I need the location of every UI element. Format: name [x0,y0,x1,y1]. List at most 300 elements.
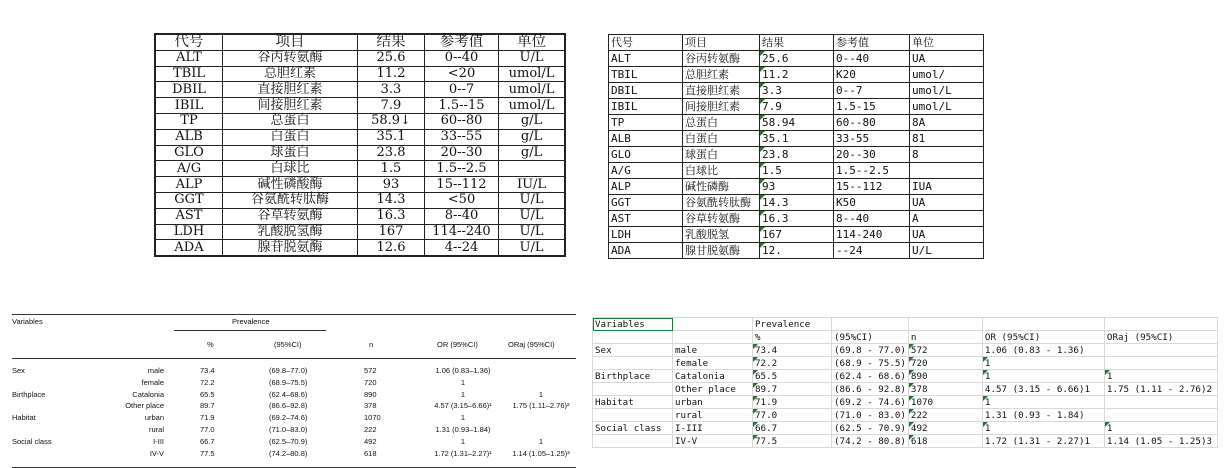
lab-table-ocr [608,34,984,259]
table-cell: Catalonia [132,389,164,399]
table-cell: Habitat [593,396,673,409]
table-cell: ALB [609,131,683,147]
table-row [593,331,1218,344]
table-cell: ORaj (95%CI) [1104,331,1217,344]
table-cell: female [673,357,753,370]
table-cell: IUA [910,179,984,195]
table-cell: ADA [609,243,683,259]
header-rule [12,358,576,359]
table-row [593,357,1218,370]
table-cell: 腺甘脱氨酶 [683,243,760,259]
table-cell: 35.1 [760,131,834,147]
table-cell: Habitat [12,413,36,423]
prevalence-rule [174,330,326,331]
table-cell: 12. [760,243,834,259]
table-cell: rural [148,425,164,434]
table-cell: K20 [834,67,910,83]
table-cell: 1.5-15 [834,99,910,115]
table-cell: 总胆红素 [223,66,358,82]
table-cell: 1 [1104,370,1217,383]
header-cell: 项目 [223,35,358,51]
table-cell: 114-240 [834,227,910,243]
table-cell: 14.3 [760,195,834,211]
table-cell: 球蛋白 [223,145,358,161]
table-row [609,195,984,211]
table-cell: ALP [609,179,683,195]
table-cell: 0--40 [425,50,499,66]
table-cell: AST [156,208,223,224]
table-cell: 77.5 [200,448,215,458]
table-row [593,409,1218,422]
table-cell: K50 [834,195,910,211]
table-cell: (71.0–83.0) [269,425,308,434]
table-cell: 12.6 [358,240,425,256]
table-cell: 71.9 [753,396,832,409]
table-cell: OR (95%CI) [982,331,1104,344]
table-row [609,211,984,227]
table-cell: g/L [499,113,565,129]
table-cell: 1.14 (1.05–1.25)³ [512,448,570,458]
prevalence-header: Prevalence [232,317,270,326]
table-cell: Social class [593,422,673,435]
table-cell [593,435,673,448]
table-cell [832,318,909,331]
table-cell: 1.31 (0.93 - 1.84) [982,409,1104,422]
table-cell [908,318,982,331]
table-cell: Catalonia [673,370,753,383]
table-row [156,224,565,240]
table-cell: (74.2–80.8) [269,448,308,458]
table-cell: TP [609,115,683,131]
table-cell: 73.4 [753,344,832,357]
table-cell: A [910,211,984,227]
table-cell: 总蛋白 [223,113,358,129]
table-cell: (86.6 - 92.8) [832,383,909,396]
table-cell: U/L [910,243,984,259]
table-row [609,115,984,131]
table-cell: 114--240 [425,224,499,240]
table-cell: 1.72 (1.31 - 2.27)1 [982,435,1104,448]
table-cell: --24 [834,243,910,259]
table-cell: 77.5 [753,435,832,448]
table-cell: UA [910,227,984,243]
table-row [593,370,1218,383]
table-cell [499,161,565,177]
table-cell [593,383,673,396]
header-cell: 单位 [910,35,984,51]
lab-table-original [155,34,565,256]
col-oraj-header: ORaj (95%CI) [508,340,555,349]
table-cell: 77.0 [753,409,832,422]
table-cell: 618 [908,435,982,448]
table-cell: female [141,377,164,387]
table-cell: 1 [538,389,544,399]
table-cell: U/L [499,50,565,66]
table-cell: (86.6–92.8) [269,401,308,411]
table-cell: 8A [910,115,984,131]
header-cell: 项目 [683,35,760,51]
table-row [593,422,1218,435]
table-cell: 白球比 [223,161,358,177]
table-cell [910,163,984,179]
table-cell: Prevalence [753,318,832,331]
table-cell: I-III [153,436,164,446]
prevalence-table-ocr [592,317,1218,448]
table-cell: 直接胆红素 [683,83,760,99]
table-cell: LDH [609,227,683,243]
table-cell: 93 [760,179,834,195]
table-row [593,396,1218,409]
table-row [609,83,984,99]
table-cell: urban [144,413,164,423]
table-cell: U/L [499,192,565,208]
table-cell: 谷草转氨酶 [223,208,358,224]
table-cell: Sex [12,366,25,375]
table-cell: 20--30 [425,145,499,161]
table-cell: GLO [156,145,223,161]
table-cell: 1.72 (1.31–2.27)¹ [434,448,492,458]
table-cell: 66.7 [200,436,215,446]
table-cell: DBIL [609,83,683,99]
variables-header: Variables [12,317,43,326]
table-cell: Sex [593,344,673,357]
table-cell: 77.0 [200,425,215,434]
table-cell: umol/L [499,98,565,114]
lab-table-original-panel [155,34,565,256]
table-cell: 11.2 [760,67,834,83]
table-cell: 72.2 [200,377,215,387]
table-cell: 碱性磷酶 [683,179,760,195]
header-cell: 代号 [609,35,683,51]
table-row [156,192,565,208]
table-row [156,129,565,145]
table-cell: 16.3 [760,211,834,227]
table-cell: AST [609,211,683,227]
table-cell: 0--40 [834,51,910,67]
table-cell: 890 [364,389,377,399]
table-cell: 白球比 [683,163,760,179]
table-cell: (62.4–68.6) [269,389,308,399]
table-cell: 1 [538,436,544,446]
lab-table-ocr-panel [608,34,984,259]
table-cell: ALB [156,129,223,145]
table-cell: male [673,344,753,357]
header-cell: 代号 [156,35,223,51]
table-cell: 谷氨酰转肽酶 [683,195,760,211]
col-ci-header: (95%CI) [274,340,302,349]
table-cell: 14.3 [358,192,425,208]
table-cell: 腺苷脱氨酶 [223,240,358,256]
table-cell: TBIL [156,66,223,82]
table-cell: 1.5 [760,163,834,179]
table-cell: 1070 [908,396,982,409]
table-cell: 11.2 [358,66,425,82]
table-cell: 33--55 [425,129,499,145]
table-cell: UA [910,51,984,67]
table-cell: 3.3 [358,82,425,98]
table-cell: IBIL [609,99,683,115]
table-cell: 1.5--2.5 [834,163,910,179]
table-cell [1104,409,1217,422]
table-cell: 乳酸脱氢酶 [223,224,358,240]
table-cell: (62.4 - 68.6) [832,370,909,383]
table-cell: 7.9 [760,99,834,115]
table-cell: 378 [364,401,377,411]
table-cell: 20--30 [834,147,910,163]
table-cell: 572 [908,344,982,357]
table-row [609,243,984,259]
table-cell: 60--80 [425,113,499,129]
table-cell: <50 [425,192,499,208]
table-row [609,131,984,147]
table-cell: 71.9 [200,413,215,423]
table-cell: 白蛋白 [223,129,358,145]
table-row [609,163,984,179]
table-cell: 93 [358,177,425,193]
table-cell: 1.75 (1.11 - 2.76)2 [1104,383,1217,396]
table-cell: 谷氨酰转肽酶 [223,192,358,208]
table-cell: (69.2 - 74.6) [832,396,909,409]
table-cell: 33-55 [834,131,910,147]
table-cell: Variables [593,318,673,331]
table-cell: 492 [908,422,982,435]
table-row [156,66,565,82]
table-cell: Other place [673,383,753,396]
table-cell: 谷丙转氨酶 [683,51,760,67]
table-cell: TBIL [609,67,683,83]
table-cell: 25.6 [760,51,834,67]
table-row [609,179,984,195]
table-cell: 618 [364,448,377,458]
table-cell: GGT [156,192,223,208]
table-cell: umol/L [910,99,984,115]
table-cell: 58.9↓ [358,113,425,129]
table-cell: 总胆红素 [683,67,760,83]
table-row [156,145,565,161]
table-top-rule [12,314,576,315]
table-cell: IV-V [673,435,753,448]
table-cell: 8--40 [425,208,499,224]
table-row [156,113,565,129]
table-cell [673,318,753,331]
table-cell: male [147,366,164,375]
table-cell: 乳酸脱氢 [683,227,760,243]
table-cell: 总蛋白 [683,115,760,131]
table-cell: 1 [982,370,1104,383]
table-row [156,240,565,256]
table-cell: umol/ [910,67,984,83]
table-cell: 73.4 [200,366,215,375]
table-cell: 1 [1104,422,1217,435]
table-cell: 4--24 [425,240,499,256]
table-cell: 222 [908,409,982,422]
table-cell: (69.8–77.0) [269,366,308,375]
table-cell: 492 [364,436,377,446]
table-cell: DBIL [156,82,223,98]
table-cell: 81 [910,131,984,147]
table-cell: 1 [460,377,466,387]
table-cell: 15--112 [834,179,910,195]
table-cell: 65.5 [200,389,215,399]
table-cell: umol/L [499,66,565,82]
col-or-header: OR (95%CI) [437,340,478,349]
table-cell: (68.9–75.5) [269,377,308,387]
table-cell: IV-V [149,448,164,458]
table-cell [1104,357,1217,370]
table-cell: 1.06 (0.83 - 1.36) [982,344,1104,357]
table-row [156,98,565,114]
table-cell: U/L [499,224,565,240]
table-cell: 572 [364,366,377,375]
header-cell: 参考值 [425,35,499,51]
table-row [609,67,984,83]
table-cell: 1.5--15 [425,98,499,114]
table-cell: U/L [499,208,565,224]
table-cell [1104,318,1217,331]
table-cell: GLO [609,147,683,163]
table-cell: 89.7 [200,401,215,411]
table-cell: (74.2 - 80.8) [832,435,909,448]
table-row [593,318,1218,331]
table-cell: umol/L [910,83,984,99]
table-cell: (71.0 - 83.0) [832,409,909,422]
table-row [156,177,565,193]
table-row [609,51,984,67]
col-pct-header: % [207,340,214,349]
table-cell [593,357,673,370]
table-row [156,208,565,224]
table-cell: 25.6 [358,50,425,66]
table-cell: (95%CI) [832,331,909,344]
table-cell: (68.9 - 75.5) [832,357,909,370]
table-cell: 3.3 [760,83,834,99]
header-cell: 结果 [358,35,425,51]
table-cell: I-III [673,422,753,435]
table-cell: 碱性磷酸酶 [223,177,358,193]
table-cell: UA [910,195,984,211]
table-cell: 378 [908,383,982,396]
table-cell: TP [156,113,223,129]
table-cell: A/G [609,163,683,179]
table-cell: 89.7 [753,383,832,396]
table-cell: 8--40 [834,211,910,227]
table-row [156,161,565,177]
table-cell: 1 [460,389,466,399]
table-cell: 1.14 (1.05 - 1.25)3 [1104,435,1217,448]
table-row [609,227,984,243]
table-cell: 0--7 [425,82,499,98]
table-cell: 890 [908,370,982,383]
table-cell: 4.57 (3.15–6.66)¹ [434,401,492,411]
table-cell: 1.06 (0.83–1.36) [435,366,491,375]
table-cell [1104,344,1217,357]
table-cell: urban [673,396,753,409]
table-cell: IBIL [156,98,223,114]
table-cell: ALT [609,51,683,67]
table-cell: 1 [982,396,1104,409]
table-cell [982,318,1104,331]
table-cell: 65.5 [753,370,832,383]
table-cell: 23.8 [760,147,834,163]
table-cell: Birthplace [12,389,46,399]
table-cell: 720 [908,357,982,370]
table-cell: g/L [499,129,565,145]
table-cell: 1 [982,422,1104,435]
table-cell: 球蛋白 [683,147,760,163]
table-cell: (69.8 - 77.0) [832,344,909,357]
table-cell: 直接胆红素 [223,82,358,98]
table-cell: 58.94 [760,115,834,131]
header-cell: 结果 [760,35,834,51]
table-cell: 167 [358,224,425,240]
table-cell: 白蛋白 [683,131,760,147]
table-row [156,50,565,66]
table-cell: n [908,331,982,344]
table-row [593,344,1218,357]
col-n-header: n [369,340,374,349]
table-cell: rural [673,409,753,422]
table-cell [593,331,673,344]
table-row [609,99,984,115]
table-cell [673,331,753,344]
table-cell: ADA [156,240,223,256]
table-cell: 1 [460,436,466,446]
table-cell: 72.2 [753,357,832,370]
table-cell: 1.5 [358,161,425,177]
header-cell: 参考值 [834,35,910,51]
table-cell: 8 [910,147,984,163]
table-cell: 谷草转氨酶 [683,211,760,227]
table-cell: 720 [364,377,377,387]
table-cell: 0--7 [834,83,910,99]
table-row [593,435,1218,448]
table-cell: Social class [12,436,52,446]
header-cell: 单位 [499,35,565,51]
table-cell: U/L [499,240,565,256]
table-cell: GGT [609,195,683,211]
table-row [609,147,984,163]
table-cell: 1 [982,357,1104,370]
table-cell: 谷丙转氨酶 [223,50,358,66]
table-row [593,383,1218,396]
table-cell: IU/L [499,177,565,193]
table-cell: ALT [156,50,223,66]
table-cell: % [753,331,832,344]
table-cell: 间接胆红素 [683,99,760,115]
table-cell [1104,396,1217,409]
table-cell: (69.2–74.6) [269,413,308,423]
table-cell: 间接胆红素 [223,98,358,114]
table-cell: (62.5 - 70.9) [832,422,909,435]
table-cell: 4.57 (3.15 - 6.66)1 [982,383,1104,396]
table-cell: 167 [760,227,834,243]
table-cell: Other place [125,401,164,411]
table-cell: 16.3 [358,208,425,224]
table-cell: 23.8 [358,145,425,161]
table-cell: 15--112 [425,177,499,193]
table-cell: g/L [499,145,565,161]
table-cell: 35.1 [358,129,425,145]
table-cell [593,409,673,422]
table-cell: Birthplace [593,370,673,383]
table-cell: umol/L [499,82,565,98]
table-cell: 7.9 [358,98,425,114]
table-cell: 222 [364,425,377,434]
table-cell: (62.5–70.9) [269,436,308,446]
table-cell: 60--80 [834,115,910,131]
table-cell: 1.5--2.5 [425,161,499,177]
table-cell: ALP [156,177,223,193]
